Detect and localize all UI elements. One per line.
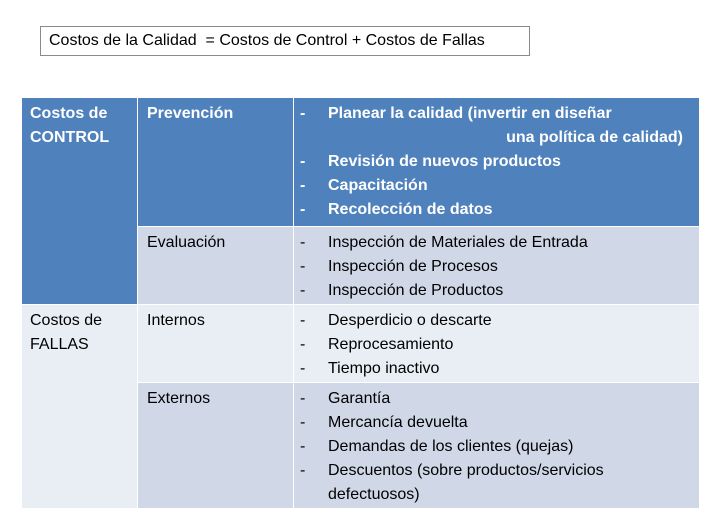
list-item — [300, 333, 691, 357]
list-item — [300, 231, 691, 255]
item-text: Recolección de datos — [328, 201, 493, 218]
subcategory-internal-label: Internos — [147, 312, 205, 329]
bullet-dash: - — [300, 336, 306, 353]
prevention-items — [294, 98, 699, 226]
prevention-list — [300, 102, 691, 222]
category-failures — [22, 304, 138, 508]
bullet-dash: - — [300, 438, 306, 455]
item-text: Revisión de nuevos productos — [328, 153, 561, 170]
list-item — [300, 435, 691, 459]
list-item — [300, 174, 691, 198]
subcategory-external-label: Externos — [147, 390, 211, 407]
item-text: Mercancía devuelta — [328, 414, 468, 431]
formula-title: Costos de la Calidad = Costos de Control + Costos de Fallas — [40, 26, 530, 56]
bullet-dash: - — [300, 462, 306, 479]
subcategory-internal — [138, 304, 294, 382]
internal-list — [300, 309, 691, 381]
list-item — [300, 357, 691, 381]
internal-items — [294, 304, 699, 382]
external-list — [300, 387, 691, 507]
list-item — [300, 411, 691, 435]
item-text: Tiempo inactivo — [328, 360, 440, 377]
subcategory-prevention-label: Prevención — [147, 105, 234, 122]
item-text: Inspección de Productos — [328, 282, 504, 299]
list-item — [300, 387, 691, 411]
list-item — [300, 309, 691, 333]
item-text-continuation: una política de calidad) — [506, 129, 683, 146]
subcategory-evaluation — [138, 226, 294, 304]
subcategory-prevention — [138, 98, 294, 226]
list-item — [300, 198, 691, 222]
bullet-dash: - — [300, 177, 306, 194]
item-text: Desperdicio o descarte — [328, 312, 492, 329]
bullet-dash: - — [300, 234, 306, 251]
bullet-dash: - — [300, 414, 306, 431]
list-item — [300, 150, 691, 174]
bullet-dash: - — [300, 390, 306, 407]
bullet-dash: - — [300, 153, 306, 170]
subcategory-external — [138, 382, 294, 508]
list-item — [300, 459, 691, 507]
category-failures-label: Costos de FALLAS — [30, 312, 103, 353]
evaluation-items — [294, 226, 699, 304]
bullet-dash: - — [300, 258, 306, 275]
item-text: Demandas de los clientes (quejas) — [328, 438, 574, 455]
bullet-dash: - — [300, 201, 306, 218]
bullet-dash: - — [300, 360, 306, 377]
item-text: Descuentos (sobre productos/servicios defectuosos) — [328, 462, 604, 503]
item-text: Garantía — [328, 390, 391, 407]
item-text: Inspección de Procesos — [328, 258, 498, 275]
bullet-dash: - — [300, 282, 306, 299]
external-items — [294, 382, 699, 508]
category-control — [22, 98, 138, 304]
evaluation-list — [300, 231, 691, 303]
item-text: Planear la calidad (invertir en diseñar — [328, 105, 612, 122]
quality-costs-table — [22, 98, 699, 508]
list-item — [300, 279, 691, 303]
subcategory-evaluation-label: Evaluación — [147, 234, 226, 251]
item-text: Inspección de Materiales de Entrada — [328, 234, 588, 251]
item-text: Capacitación — [328, 177, 428, 194]
item-text: Reprocesamiento — [328, 336, 454, 353]
list-item — [300, 255, 691, 279]
bullet-dash: - — [300, 105, 306, 122]
list-item — [300, 102, 691, 150]
category-control-label: Costos de CONTROL — [30, 105, 110, 146]
bullet-dash: - — [300, 312, 306, 329]
